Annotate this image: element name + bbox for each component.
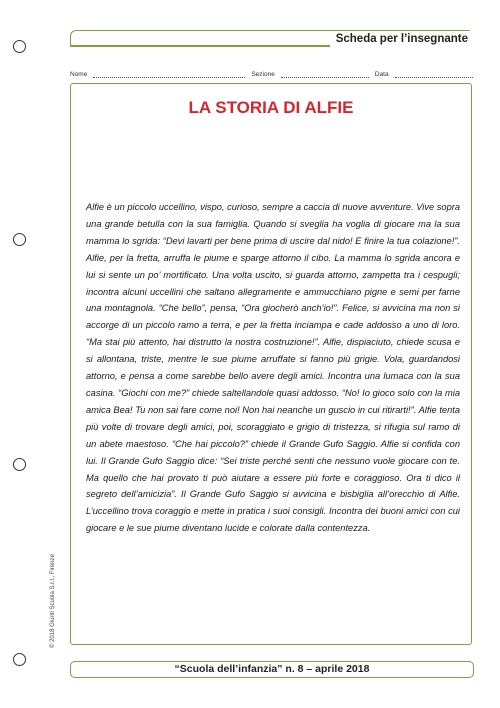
page-title: LA STORIA DI ALFIE — [188, 98, 354, 117]
binder-hole — [13, 458, 26, 471]
binder-hole — [13, 653, 26, 666]
header-tab-label: Scheda per l’insegnante — [330, 31, 474, 47]
data-field[interactable] — [395, 70, 473, 78]
story-text: Alfie è un piccolo uccellino, vispo, curioso, sempre a caccia di nuove avventure. Vive sopra una grande betulla con la sua famiglia. Quando si sveglia ha voglia di giocare ma la sua mamma lo sgrida: “Devi lavarti per bene prima di uscire dal nido! E finire la tua colazione!”. Alfie, per la fretta, arruffa le piume e sparge attorno il cibo. La mamma lo sgrida ancora e lui si sente un po’ mortificato. Una volta uscito, si guarda attorno, zampetta tra i cespugli; incontra alcuni uccellini che saltano allegramente e ammucchiano pigne e semi per farne una montagnola. “Che bello”, pensa, “Ora giocherò anch’io!”. Felice, si avvicina ma non si accorge di un piccolo ramo a terra, e per la fretta inciampa e cade addosso a uno di loro. “Ma stai più attento, hai distrutto la nostra costruzione!”. Alfie, dispiaciuto, chiede scusa e si allontana, triste, mentre le sue piume arruffate si fanno più grigie. Vola, guardandosi attorno, e pensa a come sarebbe bello avere degli amici. Incontra una lumaca con la sua casina. “Giochi con me?” chiede saltellandole quasi addosso. “No! Io gioco solo con la mia amica Bea! Tu non sai fare come noi! Non hai neanche un guscio in cui ritirarti!”. Alfie tenta più volte di trovare degli amici, poi, scoraggiato e grigio di tristezza, si rifugia sul ramo di un abete maestoso. “Che hai piccolo?” chiede il Grande Gufo Saggio. Alfie si confida con lui. Il Grande Gufo Saggio dice: “Sei triste perché senti che nessuno vuole giocare con te. Ma quello che hai provato ti può aiutare a essere più forte e coraggioso. Ora ti dico il segreto dell’amicizia”. Il Grande Gufo Saggio si avvicina e bisbiglia all’orecchio di Alfie. L’uccellino trova coraggio e mette in pratica i suoi consigli. Incontra dei buoni amici con cui giocare e le sue piume diventano lucide e colorate dalla contentezza. — [86, 202, 460, 534]
copyright-text: © 2018 Giunti Scuola S.r.l., Firenze — [50, 554, 56, 648]
binder-hole — [13, 40, 26, 53]
footer-citation: “Scuola dell’infanzia” n. 8 – aprile 2018 — [70, 661, 474, 678]
binder-hole — [13, 233, 26, 246]
nome-label: Nome — [70, 71, 88, 78]
sezione-label: Sezione — [251, 71, 275, 78]
sezione-field[interactable] — [281, 70, 369, 78]
copyright-notice — [50, 518, 60, 648]
data-label: Data — [374, 71, 389, 78]
student-info-fields — [70, 66, 474, 78]
nome-field[interactable] — [93, 70, 245, 78]
